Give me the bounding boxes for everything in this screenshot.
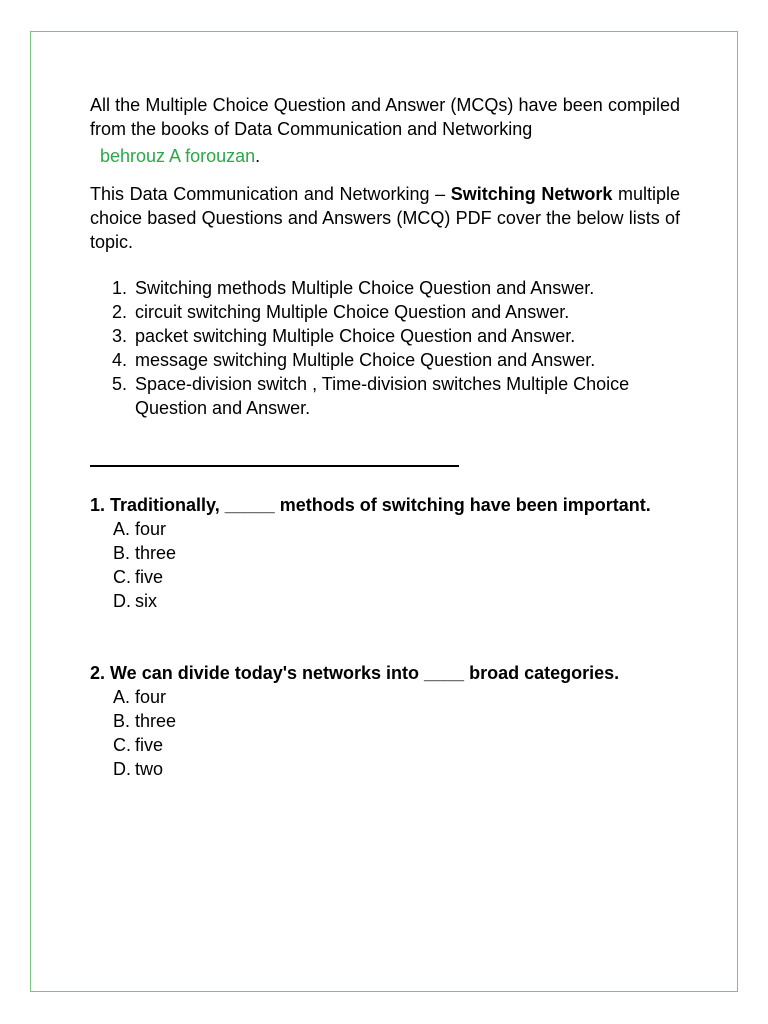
option-item xyxy=(90,757,680,781)
description-bold: Switching Network xyxy=(450,184,613,204)
topic-list xyxy=(90,276,680,420)
option-letter: A. xyxy=(113,519,131,539)
option-letter: D. xyxy=(113,591,131,611)
author-suffix: . xyxy=(255,146,261,166)
list-number: 4. xyxy=(112,350,128,370)
option-letter: A. xyxy=(113,687,131,707)
option-item xyxy=(90,589,680,613)
option-item xyxy=(90,517,680,541)
list-text: message switching Multiple Choice Question and Answer. xyxy=(135,350,596,370)
option-item xyxy=(90,685,680,709)
list-item xyxy=(90,324,680,348)
question-text: 1. Traditionally, _____ methods of switching have been important. xyxy=(90,495,651,515)
list-text: packet switching Multiple Choice Question and Answer. xyxy=(135,326,576,346)
option-item xyxy=(90,733,680,757)
option-text: six xyxy=(135,591,157,611)
list-number: 5. xyxy=(112,374,128,394)
question-text: 2. We can divide today's networks into ____ broad categories. xyxy=(90,663,620,683)
option-text: three xyxy=(135,711,177,731)
list-item xyxy=(90,276,680,300)
list-text: Space-division switch , Time-division switches Multiple Choice Question and Answer. xyxy=(135,374,630,418)
intro-text: All the Multiple Choice Question and Answer (MCQs) have been compiled from the books of Data Communication and Networking xyxy=(90,95,680,139)
separator-line xyxy=(90,465,459,467)
list-text: circuit switching Multiple Choice Question and Answer. xyxy=(135,302,570,322)
list-number: 1. xyxy=(112,278,128,298)
option-text: five xyxy=(135,567,164,587)
question-2 xyxy=(90,661,680,781)
list-number: 2. xyxy=(112,302,128,322)
option-text: four xyxy=(135,687,167,707)
option-text: four xyxy=(135,519,167,539)
option-item xyxy=(90,565,680,589)
author-name: behrouz A forouzan xyxy=(100,146,256,166)
option-letter: C. xyxy=(113,735,131,755)
list-item xyxy=(90,348,680,372)
option-item xyxy=(90,709,680,733)
option-item xyxy=(90,541,680,565)
description-paragraph xyxy=(90,182,680,254)
list-text: Switching methods Multiple Choice Question and Answer. xyxy=(135,278,595,298)
description-suffix: multiple choice based Questions and Answers (MCQ) PDF cover the below lists of topic. xyxy=(90,184,681,252)
intro-paragraph xyxy=(90,93,680,141)
option-text: two xyxy=(135,759,164,779)
option-letter: D. xyxy=(113,759,131,779)
option-letter: B. xyxy=(113,543,131,563)
option-text: five xyxy=(135,735,164,755)
list-item xyxy=(90,372,680,420)
question-1 xyxy=(90,493,680,613)
description-dash: – xyxy=(429,184,451,204)
option-list xyxy=(90,517,680,613)
option-letter: C. xyxy=(113,567,131,587)
option-list xyxy=(90,685,680,781)
option-letter: B. xyxy=(113,711,131,731)
list-item xyxy=(90,300,680,324)
document-body xyxy=(90,93,680,781)
list-number: 3. xyxy=(112,326,128,346)
author-line xyxy=(90,144,680,168)
description-prefix: This Data Communication and Networking xyxy=(90,184,430,204)
option-text: three xyxy=(135,543,177,563)
